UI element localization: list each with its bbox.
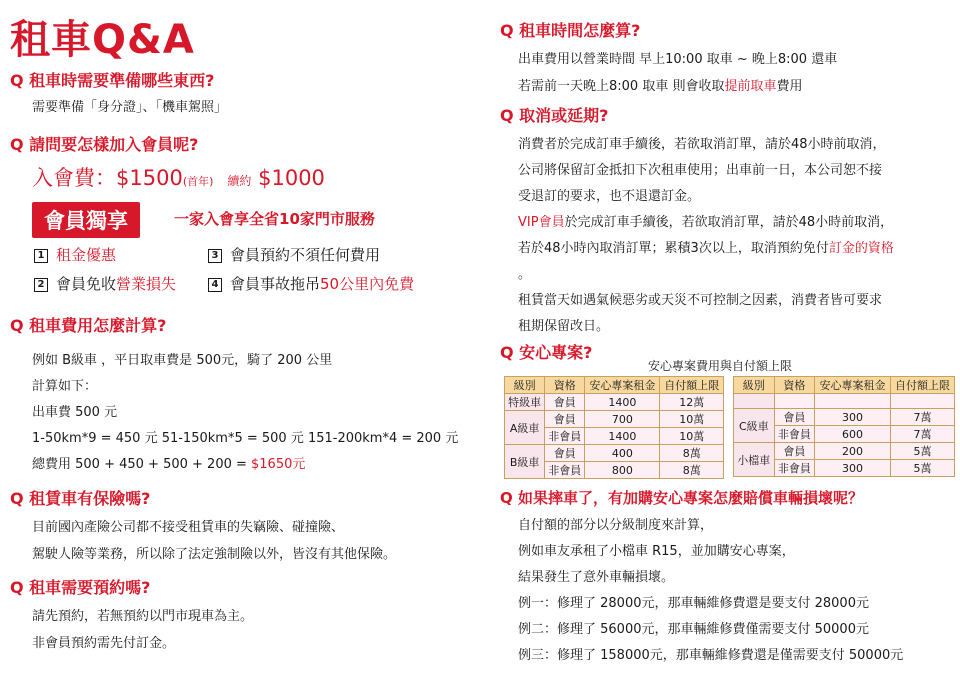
perk-1: 1 租金優惠 (34, 244, 116, 265)
fee-calc-total: 總費用 500 + 450 + 500 + 200 = $1650元 (32, 457, 306, 472)
perk-2: 2 會員免收營業損失 (34, 273, 176, 294)
perk-number: 3 (208, 249, 222, 263)
fee-calc-line: 1-50km*9 = 450 元 51-150km*5 = 500 元 151-200km*4 = 200 元 (32, 431, 459, 446)
table-row: 非會員 800 8萬 (505, 462, 724, 479)
vip-cancel-line: VIP會員於完成訂車手續後，若欲取消訂單，請於48小時前取消， (518, 215, 894, 230)
table-header: 安心專案租金 (585, 377, 660, 394)
membership-fee-label: 入會費：$1500 (32, 166, 183, 190)
question-reservation: Q 租車需要預約嗎? (10, 578, 151, 597)
question-membership: Q 請問要怎樣加入會員呢? (10, 135, 199, 154)
crash-example: 例三：修理了 158000元，那車輛維修費還是僅需要支付 50000元 (518, 648, 904, 663)
rental-time-line: 出車費用以營業時間 早上10:00 取車 ~ 晚上8:00 還車 (518, 52, 838, 67)
cancel-line: 消費者於完成訂車手續後，若欲取消訂單，請於48小時前取消， (518, 137, 886, 152)
perk-3: 3 會員預約不須任何費用 (208, 244, 380, 265)
renew-label: 續約 (227, 174, 252, 188)
fee-calc-line: 計算如下： (32, 379, 98, 394)
membership-fee-note: (首年) (182, 175, 214, 188)
crash-line: 結果發生了意外車輛損壞。 (518, 570, 675, 585)
insurance-line: 駕駛人險等業務，所以除了法定強制險以外，皆沒有其他保險。 (32, 547, 397, 562)
perk-number: 2 (34, 278, 48, 292)
insurance-line: 目前國內產險公司都不接受租賃車的失竊險、碰撞險、 (32, 520, 345, 535)
cancel-line: 公司將保留訂金抵扣下次租車使用；出車前一日，本公司恕不接 (518, 163, 883, 178)
table-row: 非會員 300 5萬 (734, 460, 955, 477)
table-header: 自付額上限 (660, 377, 724, 394)
renew-amount: $1000 (258, 166, 325, 190)
fee-calc-line: 例如 B級車 ，平日取車費是 500元，騎了 200 公里 (32, 353, 333, 368)
table-row: 小檔車 會員 200 5萬 (734, 443, 955, 460)
weather-line: 租賃當天如遇氣候惡劣或天災不可控制之因素，消費者皆可要求 (518, 293, 883, 308)
table-header: 級別 (505, 377, 545, 394)
vip-cancel-line: 。 (518, 267, 532, 282)
table-row: B級車 會員 400 8萬 (505, 445, 724, 462)
crash-example: 例一：修理了 28000元，那車輛維修費還是要支付 28000元 (518, 596, 869, 611)
table-header: 自付額上限 (890, 377, 954, 394)
table-header: 安心專案租金 (815, 377, 891, 394)
safety-plan-table-right (733, 376, 955, 477)
page-title: 租車Q&A (10, 17, 195, 63)
member-exclusive-badge: 會員獨享 (32, 202, 140, 238)
table-row: 非會員 1400 10萬 (505, 428, 724, 445)
fee-calc-line: 出車費 500 元 (32, 405, 118, 420)
table-header: 資格 (774, 377, 815, 394)
table-row: 特級車 會員 1400 12萬 (505, 394, 724, 411)
perk-4: 4 會員事故拖吊50公里內免費 (208, 273, 414, 294)
question-safety-plan: Q 安心專案? (500, 343, 593, 362)
safety-plan-table-left (504, 376, 724, 479)
question-fee-calc: Q 租車費用怎麼計算? (10, 316, 167, 335)
member-exclusive-desc: 一家入會享全省10家門市服務 (174, 210, 375, 228)
question-cancel: Q 取消或延期? (500, 106, 609, 125)
question-insurance: Q 租賃車有保險嗎? (10, 489, 151, 508)
reservation-line: 非會員預約需先付訂金。 (32, 636, 176, 651)
table-row: 非會員 600 7萬 (734, 426, 955, 443)
table-row (734, 394, 955, 409)
table-header: 級別 (734, 377, 775, 394)
weather-line: 租期保留改日。 (518, 319, 610, 334)
table-row: A級車 會員 700 10萬 (505, 411, 724, 428)
table-row: C級車 會員 300 7萬 (734, 409, 955, 426)
crash-example: 例二：修理了 56000元，那車輛維修費僅需要支付 50000元 (518, 622, 869, 637)
reservation-line: 請先預約，若無預約以門市現車為主。 (32, 609, 254, 624)
answer-preparation: 需要準備「身分證」、「機車駕照」 (32, 100, 228, 115)
table-header: 資格 (545, 377, 585, 394)
membership-fee (32, 162, 325, 192)
vip-cancel-line: 若於48小時內取消訂單；累積3次以上，取消預約免付訂金的資格 (518, 241, 894, 256)
question-preparation: Q 租車時需要準備哪些東西? (10, 71, 215, 90)
question-crash-compensation: Q 如果摔車了，有加購安心專案怎麼賠償車輛損壞呢？ (500, 489, 863, 507)
question-rental-time: Q 租車時間怎麼算? (500, 21, 641, 40)
rental-time-line: 若需前一天晚上8:00 取車 則會收取提前取車費用 (518, 79, 803, 94)
safety-plan-table-title: 安心專案費用與自付額上限 (648, 359, 793, 373)
cancel-line: 受退訂的要求，也不退還訂金。 (518, 189, 701, 204)
perk-number: 1 (34, 249, 48, 263)
crash-line: 自付額的部分以分級制度來計算， (518, 518, 714, 533)
crash-line: 例如車友承租了小檔車 R15，並加購安心專案， (518, 544, 795, 559)
perk-number: 4 (208, 278, 222, 292)
